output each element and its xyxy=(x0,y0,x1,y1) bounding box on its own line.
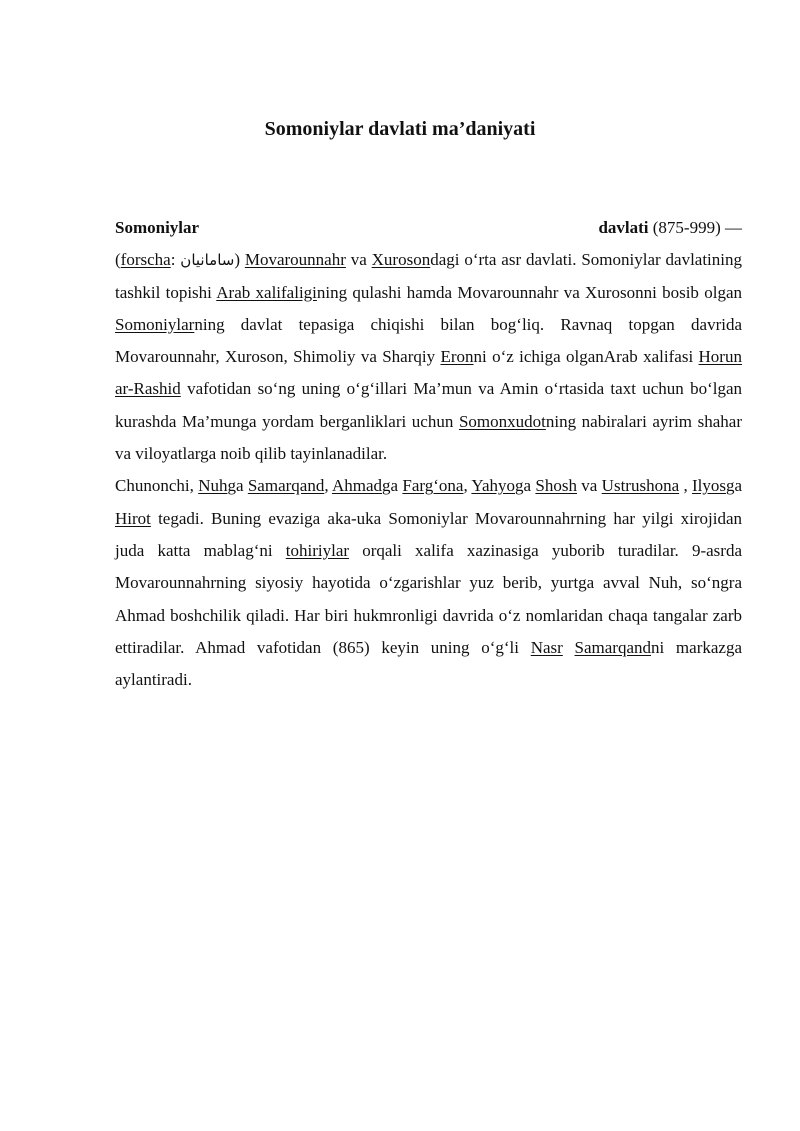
link-hirot[interactable]: Hirot xyxy=(115,508,151,528)
text-span: tegadi. Buning evaziga aka-uka Somoniylar Movarounnahrning har yilgi xirojidan juda katta mablag‘ni xyxy=(115,508,742,560)
link-somoniylar[interactable]: Somoniylar xyxy=(115,314,195,334)
link-arab-xalifaligi[interactable]: Arab xalifaligi xyxy=(216,282,317,302)
paragraph-2 xyxy=(115,470,742,696)
link-ustrushona[interactable]: Ustrushona xyxy=(601,476,680,496)
text-span: ga xyxy=(227,476,248,496)
text-span: ni markazga aylantiradi. xyxy=(115,637,742,690)
bold-davlati: davlati xyxy=(598,218,649,237)
link-nasr[interactable]: Nasr xyxy=(530,637,563,657)
link-movarounnahr[interactable]: Movarounnahr xyxy=(244,250,346,270)
link-nuh[interactable]: Nuh xyxy=(198,476,228,496)
text-span: Chunonchi, xyxy=(115,476,199,496)
paragraph-1 xyxy=(115,244,742,470)
text-span: ga xyxy=(726,476,743,496)
link-samarqand-2[interactable]: Samarqand xyxy=(574,637,651,657)
link-xuroson[interactable]: Xuroson xyxy=(371,250,431,270)
text-span: ning qulashi hamda Movarounnahr va Xurosonni bosib olgan xyxy=(316,282,742,302)
text-span: va xyxy=(345,250,372,270)
link-samarqand[interactable]: Samarqand xyxy=(247,476,325,496)
text-span: , xyxy=(324,476,332,496)
text-span: va xyxy=(576,476,602,496)
text-span: dagi o‘rta asr davlati. Somoniylar davlatining tashkil topishi xyxy=(115,250,743,302)
text-span: ning davlat tepasiga chiqishi bilan bog‘liq. Ravnaq topgan davrida Movarounnahr, Xuroson, Shimoliy va Sharqiy xyxy=(115,314,742,367)
link-horun-ar-rashid[interactable]: Horun ar-Rashid xyxy=(115,347,742,399)
first-line xyxy=(115,212,742,244)
dates-text: (875-999) — xyxy=(648,218,742,237)
text-span: orqali xalifa xazinasiga yuborib turadilar. 9-asrda Movarounnahrning siyosiy hayotida o‘zgarishlar yuz berib, yurtga avval Nuh, so‘ngra Ahmad boshchilik qiladi. Har biri hukmronligi davrida o‘z nomlaridan chaqa tangalar zarb ettiradilar. Ahmad vafotidan (865) keyin uning o‘g‘li xyxy=(115,540,742,657)
text-span xyxy=(563,638,575,657)
bold-somoniylar: Somoniylar xyxy=(115,218,200,237)
text-span: ) xyxy=(234,250,245,270)
text-span: ga xyxy=(382,476,403,496)
link-shosh[interactable]: Shosh xyxy=(535,476,577,496)
link-ahmad[interactable]: Ahmad xyxy=(331,476,383,496)
link-fargona[interactable]: Farg‘ona xyxy=(402,476,464,496)
text-span: ni o‘z ichiga olganArab xalifasi xyxy=(473,347,699,367)
link-tohiriylar[interactable]: tohiriylar xyxy=(285,540,350,560)
text-span: ( xyxy=(115,250,121,270)
text-span: , xyxy=(463,476,472,496)
dates-group xyxy=(598,212,742,244)
page-title: Somoniylar davlati ma’daniyati xyxy=(264,118,536,140)
persian-name: سامانیان xyxy=(180,251,235,270)
link-somonxudot[interactable]: Somonxudot xyxy=(458,411,546,431)
text-span: vafotidan so‘ng uning o‘g‘illari Ma’mun va Amin o‘rtasida taxt uchun bo‘lgan kurashda Ma’munga yordam berganliklari uchun xyxy=(115,379,742,431)
link-eron[interactable]: Eron xyxy=(440,347,474,367)
article-body xyxy=(115,212,742,696)
link-forscha[interactable]: forscha xyxy=(120,250,171,270)
text-span: , xyxy=(679,476,693,496)
link-yahyo[interactable]: Yahyo xyxy=(471,476,516,496)
link-ilyos[interactable]: Ilyos xyxy=(692,476,727,496)
text-span: : xyxy=(170,250,181,270)
text-span: ning nabiralari ayrim shahar va viloyatlarga noib qilib tayinlanadilar. xyxy=(115,411,742,464)
text-span: ga xyxy=(515,476,536,496)
